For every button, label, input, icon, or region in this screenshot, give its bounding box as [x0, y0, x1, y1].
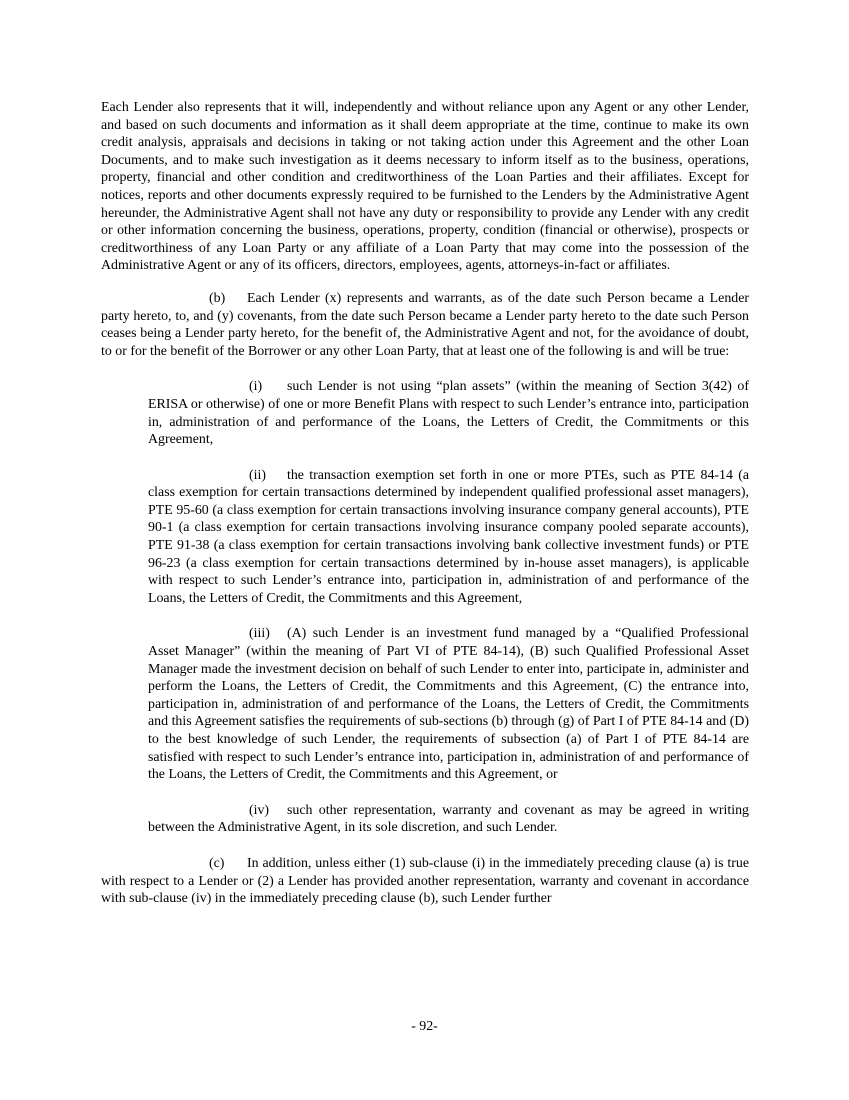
sub-item-iv — [148, 802, 749, 837]
paragraph-c-text: In addition, unless either (1) sub-clause (i) in the immediately preceding clause (a) is true with respect to a Lender or (2) a Lender has provided another representation, warranty and covenant in accordance with sub-clause (iv) in the immediately preceding clause (b), such Lender further — [101, 855, 749, 907]
sub-item-text: such Lender is not using “plan assets” (within the meaning of Section 3(42) of ERISA or otherwise) of one or more Benefit Plans with respect to such Lender’s entrance into, participation in, administration of and performance of the Loans, the Letters of Credit, the Commitments or this Agreement, — [148, 379, 749, 448]
sub-item-label: (i) — [249, 379, 263, 395]
paragraph-b-label: (b) — [209, 290, 226, 306]
document-body — [101, 99, 749, 908]
paragraph-c-label: (c) — [209, 855, 225, 871]
paragraph-b-text: Each Lender (x) represents and warrants, as of the date such Person became a Lender party hereto, to, and (y) covenants, from the date such Person became a Lender party hereto to the date such Person ceases being a Lender party hereto, for the benefit of, the Administrative Agent and not, for the avoidance of doubt, to or for the benefit of the Borrower or any other Loan Party, that at least one of the following is and will be true: — [101, 290, 749, 359]
sub-item-i — [148, 378, 749, 448]
paragraph-a: Each Lender also represents that it will, independently and without reliance upon any Agent or any other Lender, and based on such documents and information as it shall deem appropriate at the time, continue to make its own credit analysis, appraisals and decisions in taking or not taking action under this Agreement and the other Loan Documents, and to make such investigation as it deems necessary to inform itself as to the business, operations, property, financial and other condition and creditworthiness of the Loan Parties and their affiliates. Except for notices, reports and other documents expressly required to be furnished to the Lenders by the Administrative Agent hereunder, the Administrative Agent shall not have any duty or responsibility to provide any Lender with any credit or other information concerning the business, operations, property, condition (financial or otherwise), prospects or creditworthiness of any Loan Party or any affiliate of a Loan Party that may come into the possession of the Administrative Agent or any of its officers, directors, employees, agents, attorneys-in-fact or affiliates. — [101, 100, 749, 274]
sub-item-label: (ii) — [249, 467, 266, 483]
sub-item-text: (A) such Lender is an investment fund managed by a “Qualified Professional Asset Manager” (within the meaning of Part VI of PTE 84-14), (B) such Qualified Professional Asset Manager made the investment decision on behalf of such Lender to enter into, participate in, administer and perform the Loans, the Letters of Credit, the Commitments and this Agreement, (C) the entrance into, participation in, administration of and performance of the Loans, the Letters of Credit, the Commitments and this Agreement satisfies the requirements of sub-sections (b) through (g) of Part I of PTE 84-14 and (D) to the best knowledge of such Lender, the requirements of subsection (a) of Part I of PTE 84-14 are satisfied with respect to such Lender’s entrance into, participation in, administration of and performance of the Loans, the Letters of Credit, the Commitments and this Agreement, or — [148, 626, 749, 783]
sub-item-text: such other representation, warranty and covenant as may be agreed in writing between the Administrative Agent, in its sole discretion, and such Lender. — [148, 802, 749, 836]
paragraph-c — [101, 855, 749, 908]
sub-item-label: (iii) — [249, 626, 270, 642]
paragraph-b — [101, 290, 749, 360]
sub-item-ii — [148, 467, 749, 608]
sub-item-label: (iv) — [249, 802, 270, 818]
sub-item-text: the transaction exemption set forth in one or more PTEs, such as PTE 84-14 (a class exemption for certain transactions determined by independent qualified professional asset managers), PTE 95-60 (a class exemption for certain transactions involving insurance company general accounts), PTE 90-1 (a class exemption for certain transactions involving insurance company pooled separate accounts), PTE 91-38 (a class exemption for certain transactions involving bank collective investment funds) or PTE 96-23 (a class exemption for certain transactions determined by in-house asset managers), is applicable with respect to such Lender’s entrance into, participation in, administration of and performance of the Loans, the Letters of Credit, the Commitments and this Agreement, — [148, 467, 749, 606]
sub-item-iii — [148, 625, 749, 783]
page-number: - 92- — [411, 1019, 438, 1034]
